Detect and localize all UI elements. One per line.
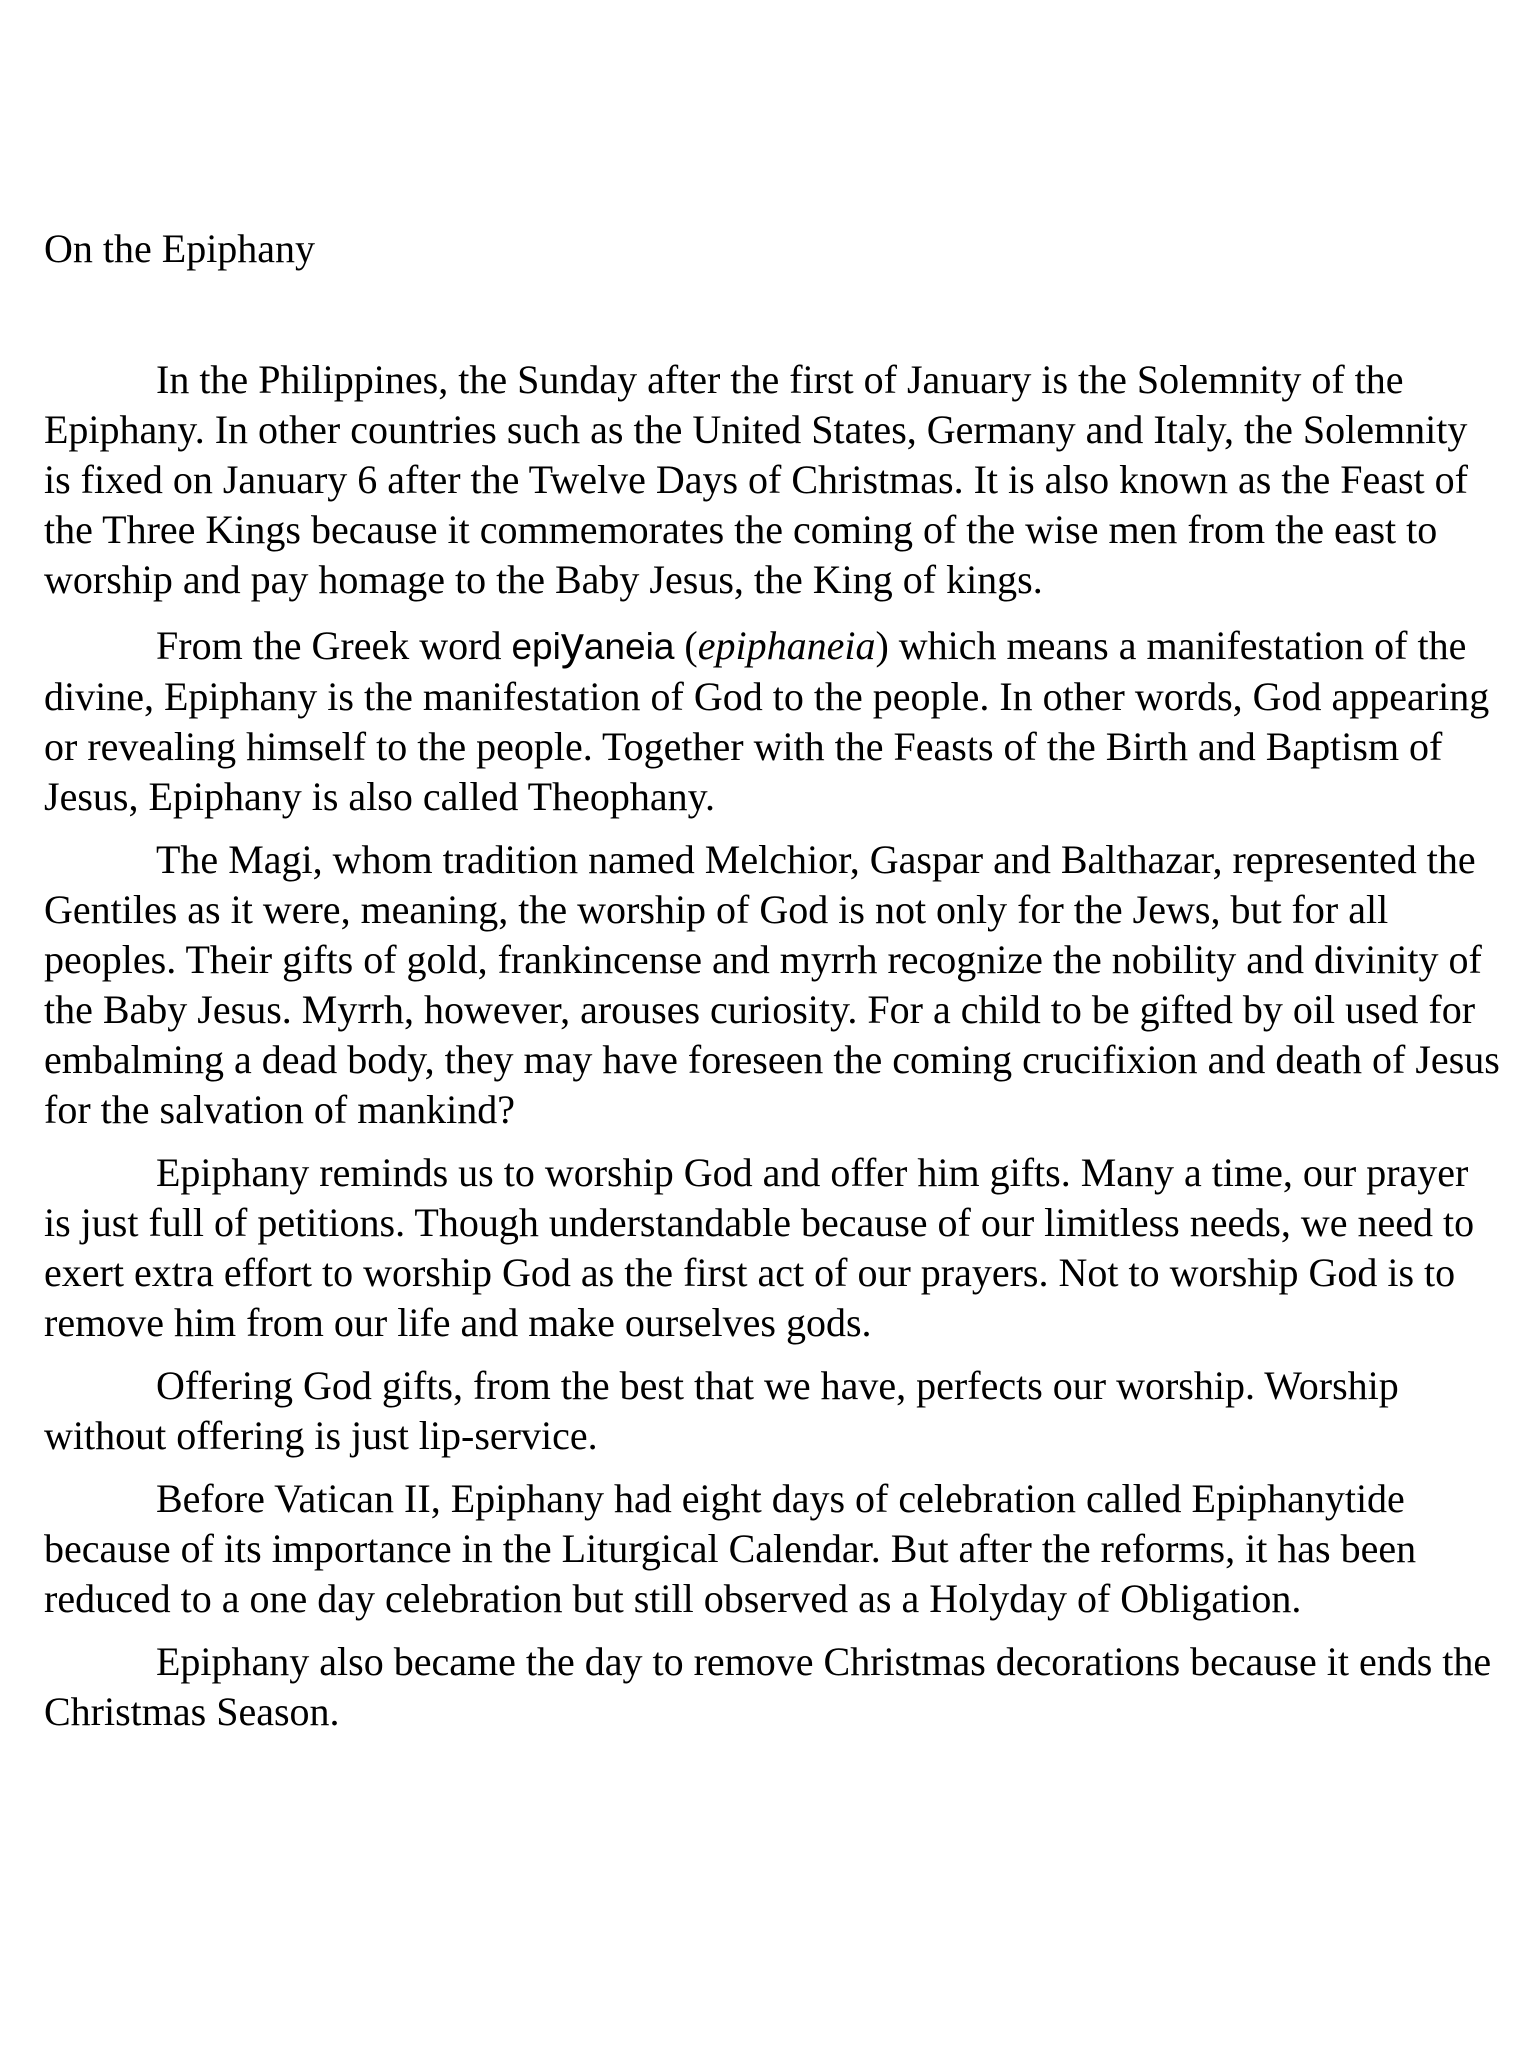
document-body bbox=[44, 355, 1504, 1750]
paragraph-magi: The Magi, whom tradition named Melchior, Gaspar and Balthazar, represented the Gentiles as it were, meaning, the worship of God is not only for the Jews, but for all peoples. Their gifts of gold, frankincense and myrrh recognize the nobility and divinity of the Baby Jesus. Myrrh, however, arouses curiosity. For a child to be gifted by oil used for embalming a dead body, they may have foreseen the coming crucifixion and death of Jesus for the salvation of mankind? bbox=[44, 837, 1500, 1132]
paragraph-philippines-solemnity: In the Philippines, the Sunday after the first of January is the Solemnity of the Epiphany. In other countries such as the United States, Germany and Italy, the Solemnity is fixed on January 6 after the Twelve Days of Christmas. It is also known as the Feast of the Three Kings because it commemorates the coming of the wise men from the east to worship and pay homage to the Baby Jesus, the King of kings. bbox=[44, 357, 1468, 602]
greek-transliteration: epiphaneia bbox=[697, 623, 876, 668]
open-paren: ( bbox=[674, 623, 698, 668]
greek-word-part-1: epi bbox=[511, 626, 561, 667]
greek-word-rest: ) which means a manifestation of the divine, Epiphany is the manifestation of God to the people. In other words, God appearing or revealing himself to the people. Together with the Feasts of the Birth and Baptism of Jesus, Epiphany is also called Theophany. bbox=[44, 623, 1490, 819]
greek-word-part-2: y bbox=[560, 617, 584, 669]
paragraph-worship: Epiphany reminds us to worship God and offer him gifts. Many a time, our prayer is just full of petitions. Though understandable because of our limitless needs, we need to exert extra effort to worship God as the first act of our prayers. Not to worship God is to remove him from our life and make ourselves gods. bbox=[44, 1150, 1475, 1345]
greek-word-lead: From the Greek word bbox=[156, 623, 512, 668]
paragraph-decorations: Epiphany also became the day to remove Christmas decorations because it ends the Christmas Season. bbox=[44, 1639, 1492, 1734]
greek-word-part-3: aneia bbox=[583, 626, 675, 667]
paragraph-offering: Offering God gifts, from the best that we have, perfects our worship. Worship without offering is just lip-service. bbox=[44, 1363, 1399, 1458]
paragraph-greek-word bbox=[44, 618, 1504, 822]
document-title: On the Epiphany bbox=[44, 226, 316, 271]
paragraph-vatican: Before Vatican II, Epiphany had eight days of celebration called Epiphanytide because of its importance in the Liturgical Calendar. But after the reforms, it has been reduced to a one day celebration but still observed as a Holyday of Obligation. bbox=[44, 1476, 1417, 1621]
